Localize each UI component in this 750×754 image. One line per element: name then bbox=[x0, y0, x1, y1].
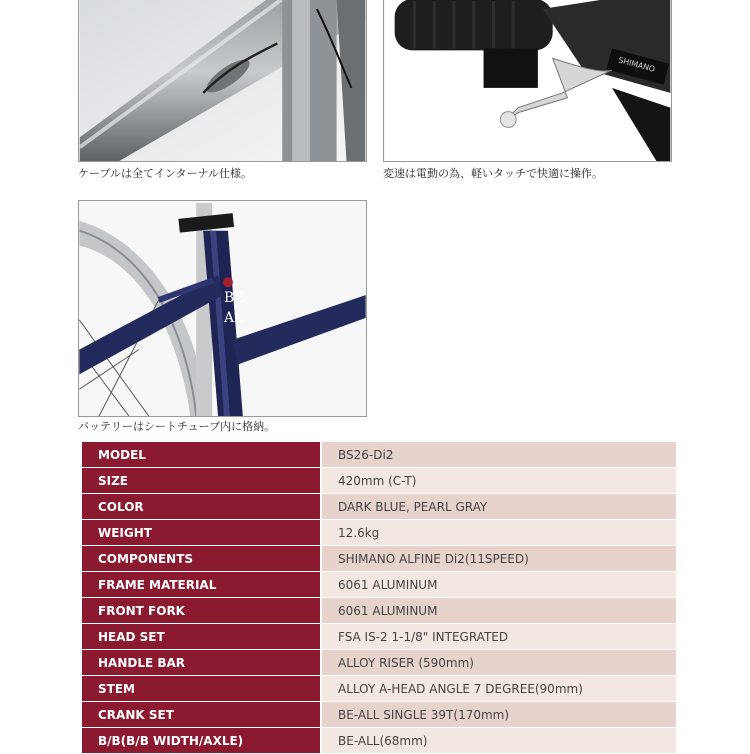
shifter-lever-illustration bbox=[384, 0, 671, 161]
spec-value: 12.6kg bbox=[322, 520, 676, 546]
photo-caption: 変速は電動の為、軽いタッチで快適に操作。 bbox=[383, 167, 603, 180]
spec-row bbox=[82, 520, 676, 546]
spec-value: ALLOY A-HEAD ANGLE 7 DEGREE(90mm) bbox=[322, 676, 676, 702]
spec-row bbox=[82, 650, 676, 676]
spec-label: SIZE bbox=[82, 468, 320, 494]
spec-row bbox=[82, 728, 676, 754]
photo-internal-cable bbox=[78, 0, 367, 162]
spec-row bbox=[82, 624, 676, 650]
spec-label: HANDLE BAR bbox=[82, 650, 320, 676]
spec-value: 420mm (C-T) bbox=[322, 468, 676, 494]
spec-value: 6061 ALUMINUM bbox=[322, 572, 676, 598]
spec-value: DARK BLUE, PEARL GRAY bbox=[322, 494, 676, 520]
spec-row bbox=[82, 494, 676, 520]
spec-value: FSA IS-2 1-1/8" INTEGRATED bbox=[322, 624, 676, 650]
spec-label: WEIGHT bbox=[82, 520, 320, 546]
bike-frame-navy-illustration bbox=[79, 201, 366, 416]
shimano-logo-text: SHIMANO bbox=[617, 55, 657, 74]
spec-label: FRONT FORK bbox=[82, 598, 320, 624]
spec-label: HEAD SET bbox=[82, 624, 320, 650]
spec-row bbox=[82, 702, 676, 728]
spec-row bbox=[82, 546, 676, 572]
spec-row bbox=[82, 676, 676, 702]
spec-label: CRANK SET bbox=[82, 702, 320, 728]
spec-label: B/B(B/B WIDTH/AXLE) bbox=[82, 728, 320, 754]
bike-frame-gray-illustration bbox=[79, 0, 366, 161]
spec-row bbox=[82, 598, 676, 624]
spec-label: STEM bbox=[82, 676, 320, 702]
spec-row bbox=[82, 468, 676, 494]
spec-table bbox=[82, 442, 676, 754]
spec-table-body bbox=[82, 442, 676, 754]
spec-row bbox=[82, 442, 676, 468]
spec-label: FRAME MATERIAL bbox=[82, 572, 320, 598]
photo-electronic-shifter bbox=[383, 0, 672, 162]
photo-caption: バッテリーはシートチューブ内に格納。 bbox=[78, 420, 276, 433]
spec-label: COMPONENTS bbox=[82, 546, 320, 572]
spec-value: ALLOY RISER (590mm) bbox=[322, 650, 676, 676]
spec-label: MODEL bbox=[82, 442, 320, 468]
spec-value: BE-ALL SINGLE 39T(170mm) bbox=[322, 702, 676, 728]
spec-label: COLOR bbox=[82, 494, 320, 520]
photo-caption: ケーブルは全てインターナル仕様。 bbox=[78, 167, 253, 180]
spec-value: 6061 ALUMINUM bbox=[322, 598, 676, 624]
spec-value: BS26-Di2 bbox=[322, 442, 676, 468]
spec-row bbox=[82, 572, 676, 598]
spec-value: SHIMANO ALFINE Di2(11SPEED) bbox=[322, 546, 676, 572]
frame-logo-text: AL bbox=[223, 309, 244, 326]
frame-logo-text: BE bbox=[223, 290, 245, 307]
photo-seat-tube-battery bbox=[78, 200, 367, 417]
spec-value: BE-ALL(68mm) bbox=[322, 728, 676, 754]
